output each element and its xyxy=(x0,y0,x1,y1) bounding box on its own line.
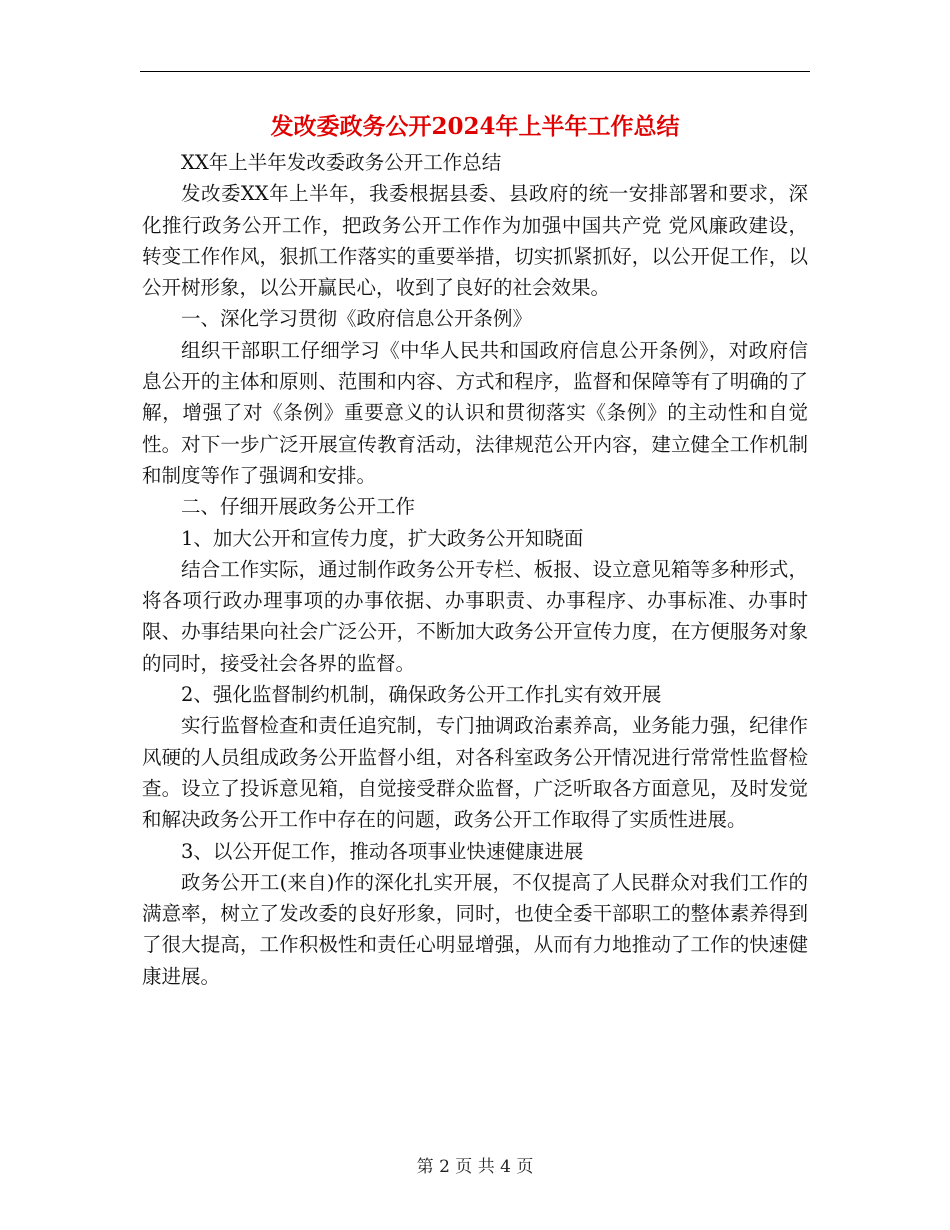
document-title: 发改委政务公开2024年上半年工作总结 xyxy=(270,113,680,140)
body-paragraph: 组织干部职工仔细学习《中华人民共和国政府信息公开条例》，对政府信息公开的主体和原则、范围和内容、方式和程序，监督和保障等有了明确的了解，增强了对《条例》重要意义的认识和贯彻落实《条例》的主动性和自觉性。对下一步广泛开展宣传教育活动，法律规范公开内容，建立健全工作机制和制度等作了强调和安排。 xyxy=(142,338,808,487)
body-paragraph: 实行监督检查和责任追究制，专门抽调政治素养高，业务能力强，纪律作风硬的人员组成政务公开监督小组，对各科室政务公开情况进行常常性监督检查。设立了投诉意见箱，自觉接受群众监督，广泛听取各方面意见，及时发觉和解决政务公开工作中存在的问题，政务公开工作取得了实质性进展。 xyxy=(142,714,808,832)
subsection-heading-3: 3、以公开促工作，推动各项事业快速健康进展 xyxy=(181,839,584,863)
section-heading-2: 二、仔细开展政务公开工作 xyxy=(181,495,416,519)
subsection-heading-2: 2、强化监督制约机制，确保政务公开工作扎实有效开展 xyxy=(181,683,662,707)
section-heading-1: 一、深化学习贯彻《政府信息公开条例》 xyxy=(181,307,533,331)
subsection-heading-1: 1、加大公开和宣传力度，扩大政务公开知晓面 xyxy=(181,526,584,550)
subtitle-paragraph: XX年上半年发改委政务公开工作总结 xyxy=(181,151,502,174)
intro-paragraph: 发改委XX年上半年，我委根据县委、县政府的统一安排部署和要求，深化推行政务公开工作，把政务公开工作作为加强中国共产党 党风廉政建设，转变工作作风，狠抓工作落实的重要举措，切实抓紧抓好，以公开促工作，以公开树形象，以公开赢民心，收到了良好的社会效果。 xyxy=(142,182,808,300)
page-number-footer: 第 2 页 共 4 页 xyxy=(416,1157,534,1177)
body-paragraph: 政务公开工(来自)作的深化扎实开展，不仅提高了人民群众对我们工作的满意率，树立了发改委的良好形象，同时，也使全委干部职工的整体素养得到了很大提高，工作积极性和责任心明显增强，从而有力地推动了工作的快速健康进展。 xyxy=(142,870,808,988)
document-body xyxy=(142,147,808,992)
body-paragraph: 结合工作实际，通过制作政务公开专栏、板报、设立意见箱等多种形式，将各项行政办理事项的办事依据、办事职责、办事程序、办事标准、办事时限、办事结果向社会广泛公开，不断加大政务公开宣传力度，在方便服务对象的同时，接受社会各界的监督。 xyxy=(142,557,808,675)
header-rule xyxy=(140,71,810,72)
